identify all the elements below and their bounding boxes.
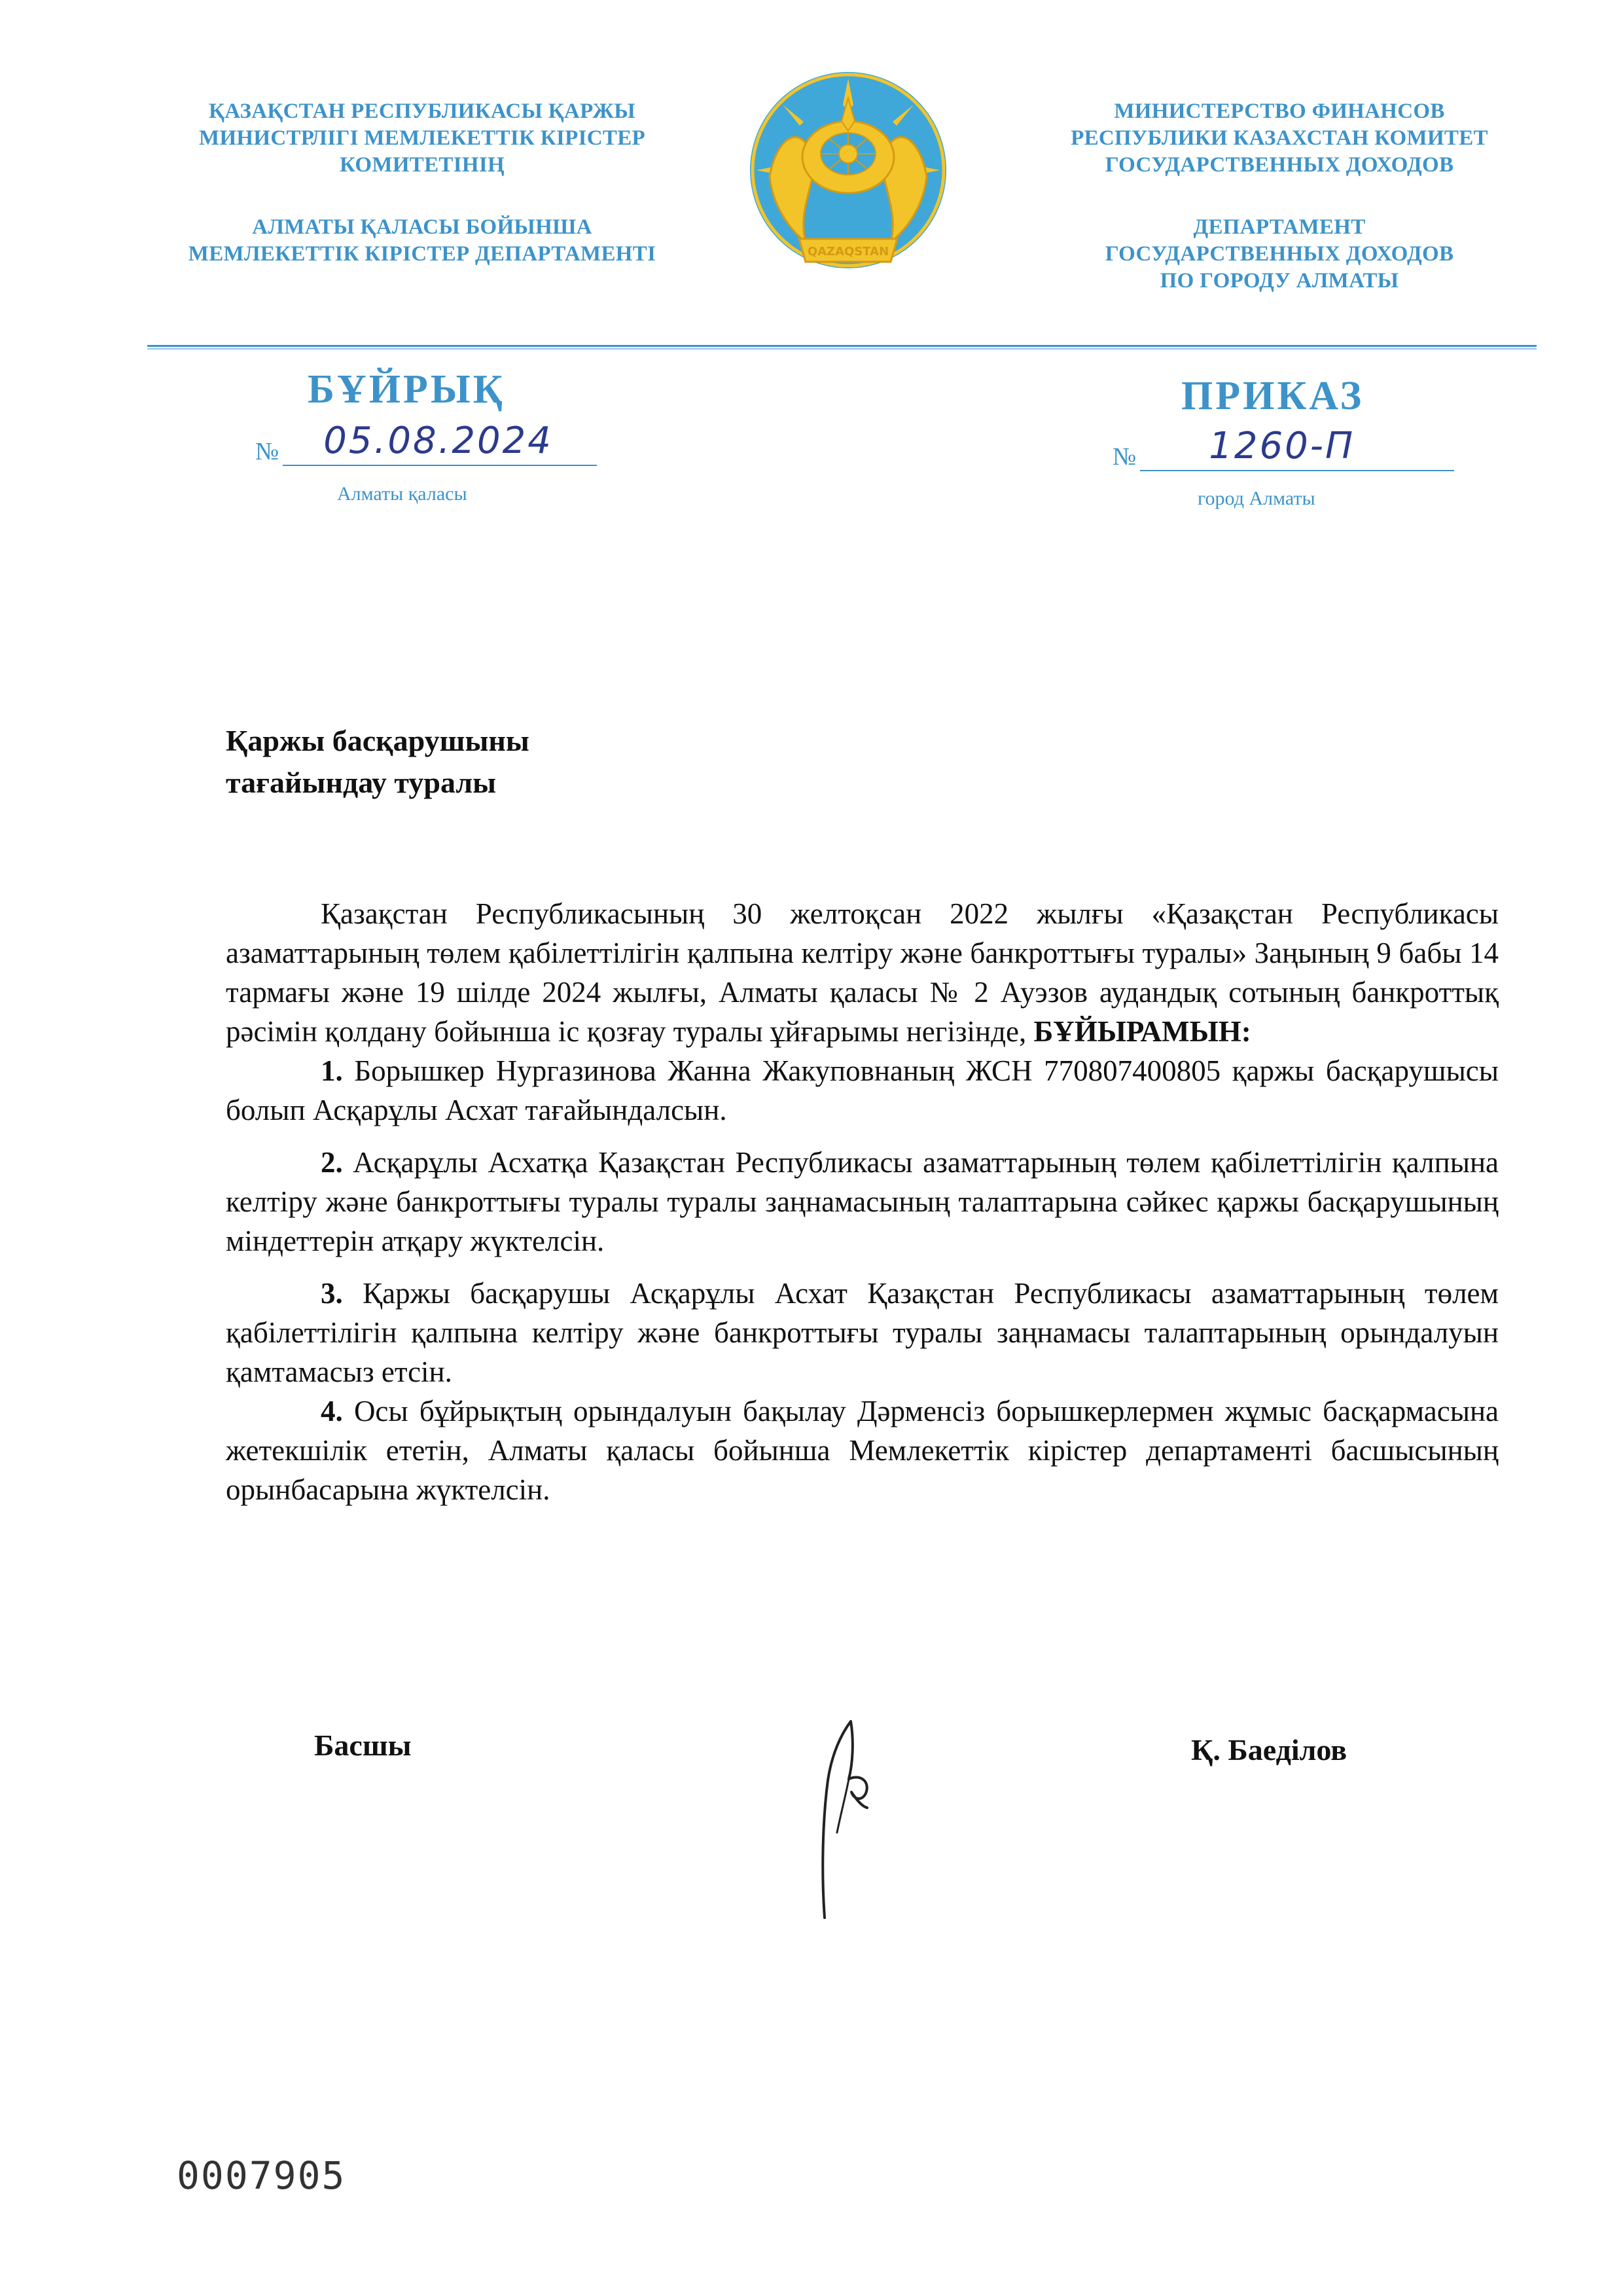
handwritten-signature-icon [789, 1702, 906, 1931]
header-left-org-line: КОМИТЕТІНІҢ [340, 153, 505, 177]
header-left-org-line: ҚАЗАҚСТАН РЕСПУБЛИКАСЫ ҚАРЖЫ [209, 99, 635, 123]
item-text: Осы бұйрықтың орындалуын бақылау Дәрменсіз борышкерлермен жұмыс басқармасына жетекшілік ететін, Алматы қаласы бойынша Мемлекеттік кірістер департаменті басшысының орынбасарына жүктелсін. [226, 1395, 1499, 1506]
header-right-block [975, 98, 1584, 295]
intro-text: Қазақстан Республикасының 30 желтоқсан 2022 жылғы «Қазақстан Республикасы азаматтарының төлем қабілеттілігін қалпына келтіру және банкроттығы туралы» Заңының 9 бабы 14 тармағы және 19 шілде 2024 жылғы, Алматы қаласы № 2 Ауэзов аудандық сотының банкроттық рәсімін қолдану бойынша іс қозғау туралы ұйғарымы негізінде, [226, 897, 1499, 1048]
handwritten-date: 05.08.2024 [323, 420, 553, 462]
handwritten-number: 1260-П [1209, 425, 1355, 467]
order-number-ru [1113, 427, 1454, 471]
number-underline [283, 420, 597, 466]
item-number: 1. [321, 1054, 343, 1087]
serial-number: 0007905 [177, 2153, 346, 2198]
header-right-dept-line: ДЕПАРТАМЕНТ [1193, 215, 1366, 239]
emblem-label: QAZAQSTAN [807, 245, 889, 259]
item-text: Қаржы басқарушы Асқарұлы Асхат Қазақстан Республикасы азаматтарының төлем қабілеттілігін қалпына келтіру және банкроттығы туралы заңнамасы талаптарының орындалуын қамтамасыз етсін. [226, 1277, 1499, 1388]
intro-paragraph [226, 894, 1499, 1051]
number-sign: № [1113, 443, 1137, 471]
signatory-title: Басшы [314, 1729, 412, 1762]
header-right-org-line: ГОСУДАРСТВЕННЫХ ДОХОДОВ [1105, 153, 1454, 177]
number-underline [1140, 427, 1454, 471]
item-text: Борышкер Нургазинова Жанна Жакуповнаның ЖСН 770807400805 қаржы басқарушысы болып Асқарұлы Асхат тағайындалсын. [226, 1054, 1499, 1126]
subject-line: Қаржы басқарушыны [226, 724, 529, 757]
order-body [226, 894, 1499, 1509]
header-divider [147, 345, 1537, 350]
signatory-name: Қ. Баеділов [1191, 1733, 1347, 1767]
order-title-kz: БҰЙРЫҚ [308, 367, 505, 412]
subject-line: тағайындау туралы [226, 766, 497, 799]
decree-word: БҰЙЫРАМЫН: [1033, 1015, 1251, 1048]
item-number: 3. [321, 1277, 343, 1310]
order-item [226, 1391, 1499, 1509]
header-right-org-line: МИНИСТЕРСТВО ФИНАНСОВ [1114, 99, 1445, 123]
number-sign: № [255, 438, 279, 465]
city-kz: Алматы қаласы [337, 483, 467, 505]
order-number-kz [255, 420, 597, 466]
item-number: 2. [321, 1146, 343, 1179]
order-item [226, 1143, 1499, 1261]
state-emblem-icon [743, 65, 953, 291]
header-left-dept-line: АЛМАТЫ ҚАЛАСЫ БОЙЫНША [252, 215, 592, 239]
order-title-ru: ПРИКАЗ [1181, 374, 1364, 418]
order-subject [226, 720, 529, 804]
item-text: Асқарұлы Асхатқа Қазақстан Республикасы азаматтарының төлем қабілеттілігін қалпына келтіру және банкроттығы туралы туралы заңнамасының талаптарына сәйкес қаржы басқарушының міндеттерін атқару жүктелсін. [226, 1146, 1499, 1257]
item-number: 4. [321, 1395, 343, 1427]
order-item [226, 1274, 1499, 1391]
header-left-dept-line: МЕМЛЕКЕТТІК КІРІСТЕР ДЕПАРТАМЕНТІ [188, 242, 656, 266]
header-right-dept-line: ГОСУДАРСТВЕННЫХ ДОХОДОВ [1105, 242, 1454, 266]
order-item [226, 1051, 1499, 1130]
city-ru: город Алматы [1198, 488, 1315, 509]
header-right-org-line: РЕСПУБЛИКИ КАЗАХСТАН КОМИТЕТ [1071, 126, 1488, 150]
header-right-dept-line: ПО ГОРОДУ АЛМАТЫ [1160, 269, 1399, 293]
header-left-org-line: МИНИСТРЛІГІ МЕМЛЕКЕТТІК КІРІСТЕР [199, 126, 645, 150]
header-left-block [118, 98, 726, 268]
